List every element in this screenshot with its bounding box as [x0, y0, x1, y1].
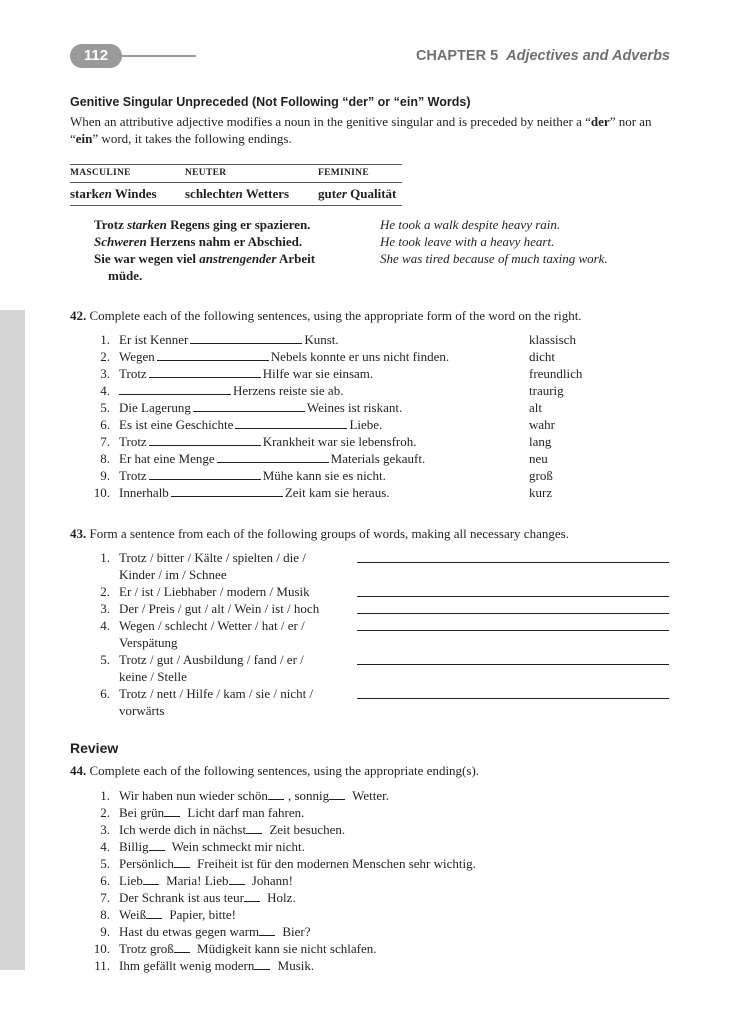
cell-neuter: schlechten Wetters [185, 186, 290, 201]
list-item: Trotz / bitter / Kälte / spielten / die / Kinder / im / Schnee [119, 550, 306, 582]
list-item: Der Schrank ist aus teur Holz. [119, 890, 296, 905]
endings-table [70, 164, 402, 206]
example-english-3: She was tired because of much taxing work. [380, 251, 608, 266]
answer-blank[interactable] [149, 468, 261, 480]
hint-word: lang [529, 434, 552, 449]
answer-line[interactable] [357, 698, 669, 699]
exercise-42-instruction: 42. Complete each of the following sentences, using the appropriate form of the word on the right. [70, 308, 582, 323]
page-number-badge: 112 [70, 44, 122, 68]
list-item: Herzens reiste sie ab. [119, 382, 343, 399]
answer-blank[interactable] [149, 839, 165, 851]
section-intro: When an attributive adjective modifies a noun in the genitive singular and is preceded by neither a “der” nor an “ein” word, it takes the following endings. [70, 114, 652, 146]
answer-blank[interactable] [246, 822, 262, 834]
cell-masculine: starken Windes [70, 186, 157, 201]
list-item: Wir haben nun wieder schön , sonnig Wetter. [119, 788, 389, 803]
hint-word: dicht [529, 349, 555, 364]
example-german-3: Sie war wegen viel anstrengender Arbeit müde. [94, 251, 316, 283]
hint-word: freundlich [529, 366, 583, 381]
list-item: Lieb Maria! Lieb Johann! [119, 873, 293, 888]
margin-shade-bar [0, 310, 25, 970]
example-german-1: Trotz starken Regens ging er spazieren. [94, 217, 311, 232]
exercise-44-instruction: 44. Complete each of the following sentences, using the appropriate ending(s). [70, 763, 480, 778]
header-masculine: MASCULINE [70, 168, 131, 178]
answer-blank[interactable] [329, 788, 345, 800]
review-heading: Review [70, 740, 119, 756]
answer-line[interactable] [357, 613, 669, 614]
answer-blank[interactable] [174, 856, 190, 868]
answer-blank[interactable] [157, 349, 269, 361]
answer-line[interactable] [357, 596, 669, 597]
list-item: Er / ist / Liebhaber / modern / Musik [119, 584, 310, 599]
section-heading: Genitive Singular Unpreceded (Not Following “der” or “ein” Words) [70, 95, 471, 109]
hint-word: klassisch [529, 332, 576, 347]
answer-blank[interactable] [146, 907, 162, 919]
cell-feminine: guter Qualität [318, 186, 397, 201]
answer-blank[interactable] [174, 941, 190, 953]
chapter-title: Adjectives and Adverbs [506, 48, 670, 64]
hint-word: alt [529, 400, 542, 415]
list-item: Er ist Kenner Kunst. [119, 332, 339, 347]
hint-word: traurig [529, 383, 564, 398]
answer-blank[interactable] [235, 417, 347, 429]
list-item: Hast du etwas gegen warm Bier? [119, 924, 311, 939]
hint-word: neu [529, 451, 548, 466]
answer-blank[interactable] [193, 400, 305, 412]
answer-blank[interactable] [254, 958, 270, 970]
list-item: Bei grün Licht darf man fahren. [119, 805, 305, 820]
chapter-header [416, 48, 670, 64]
answer-blank[interactable] [268, 788, 284, 800]
list-item: Die Lagerung Weines ist riskant. [119, 400, 403, 415]
exercise-43-instruction: 43. Form a sentence from each of the following groups of words, making all necessary changes. [70, 526, 569, 541]
list-item: Persönlich Freiheit ist für den modernen Menschen sehr wichtig. [119, 856, 476, 871]
answer-blank[interactable] [259, 924, 275, 936]
list-item: Billig Wein schmeckt mir nicht. [119, 839, 305, 854]
list-item: Wegen Nebels konnte er uns nicht finden. [119, 349, 450, 364]
answer-blank[interactable] [244, 890, 260, 902]
list-item: Innerhalb Zeit kam sie heraus. [119, 485, 390, 500]
list-item: Trotz Mühe kann sie es nicht. [119, 468, 386, 483]
list-item: Weiß Papier, bitte! [119, 907, 236, 922]
answer-blank[interactable] [229, 873, 245, 885]
answer-blank[interactable] [217, 451, 329, 463]
answer-blank[interactable] [164, 805, 180, 817]
hint-word: kurz [529, 485, 553, 500]
hint-word: groß [529, 468, 553, 483]
answer-line[interactable] [357, 664, 669, 665]
example-english-1: He took a walk despite heavy rain. [380, 217, 561, 232]
list-item: Trotz Hilfe war sie einsam. [119, 366, 374, 381]
list-item: Ihm gefällt wenig modern Musik. [119, 958, 315, 973]
header-neuter: NEUTER [185, 168, 227, 178]
list-item: Trotz Krankheit war sie lebensfroh. [119, 434, 417, 449]
hint-word: wahr [529, 417, 555, 432]
list-item: Trotz groß Müdigkeit kann sie nicht schlafen. [119, 941, 377, 956]
header-rule [118, 55, 196, 57]
list-item: Er hat eine Menge Materials gekauft. [119, 451, 426, 466]
example-english-2: He took leave with a heavy heart. [380, 234, 555, 249]
answer-blank[interactable] [171, 485, 283, 497]
answer-line[interactable] [357, 630, 669, 631]
list-item: Ich werde dich in nächst Zeit besuchen. [119, 822, 346, 837]
header-feminine: FEMININE [318, 168, 369, 178]
answer-blank[interactable] [149, 366, 261, 378]
answer-line[interactable] [357, 562, 669, 563]
list-item: Trotz / gut / Ausbildung / fand / er / keine / Stelle [119, 652, 304, 684]
answer-blank[interactable] [119, 383, 231, 395]
example-german-2: Schweren Herzens nahm er Abschied. [94, 234, 303, 249]
answer-blank[interactable] [190, 332, 302, 344]
list-item: Der / Preis / gut / alt / Wein / ist / hoch [119, 601, 320, 616]
list-item: Es ist eine Geschichte Liebe. [119, 417, 383, 432]
list-item: Wegen / schlecht / Wetter / hat / er / Verspätung [119, 618, 305, 650]
answer-blank[interactable] [149, 434, 261, 446]
answer-blank[interactable] [143, 873, 159, 885]
list-item: Trotz / nett / Hilfe / kam / sie / nicht / vorwärts [119, 686, 314, 718]
chapter-label: CHAPTER 5 [415, 48, 499, 64]
